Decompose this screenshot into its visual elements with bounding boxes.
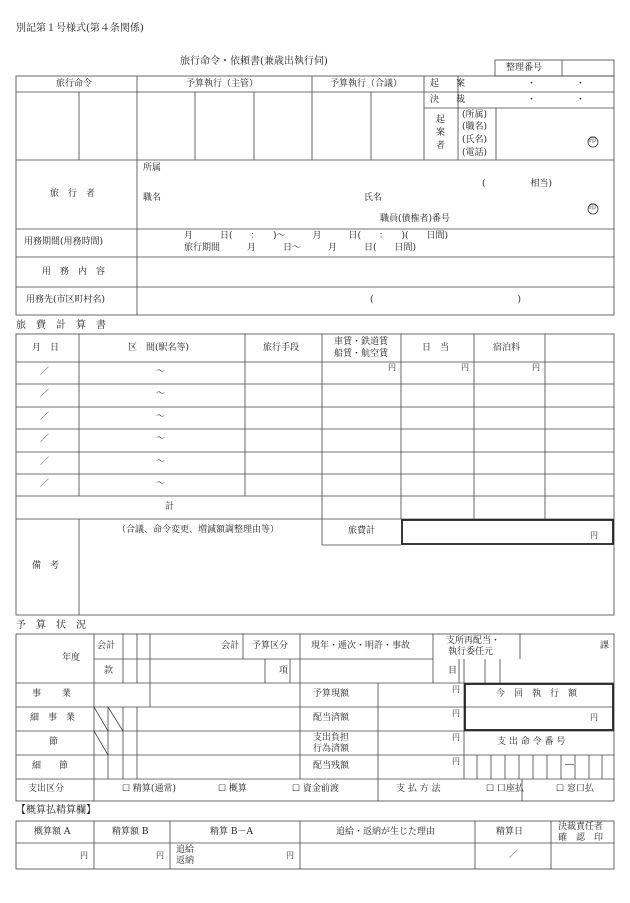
gaisan-section-title: 【概算払精算欄】 [16,805,96,816]
saki-paren: ( ) [370,295,522,305]
kiansha-char-1: 起 [436,115,446,125]
traveler-soto: ( 相当) [482,179,553,189]
shishutsu-futan-yen: 円 [452,733,460,742]
ryohi-section-title: 旅 費 計 算 書 [16,320,106,331]
yosan-gen: 予算現額 [313,689,350,699]
ryohi-row4-tilde: ～ [156,434,166,444]
ryohi-row1-tilde: ～ [156,367,166,377]
yosan-ka: 課 [600,641,610,651]
opt-gaisan-checkbox[interactable]: ☐ 概算 [218,784,247,794]
gaisan-head-kessai-1: 決裁責任者 [558,822,604,832]
ryohi-row6-tilde: ～ [156,479,166,489]
seiri-number-label: 整理番号 [506,63,543,73]
yosan-gen-yen: 円 [452,685,460,694]
traveler-bango: 職員(債権者)番号 [380,214,451,224]
kian-date-dot1: ・ [527,79,537,89]
opt-shikin-checkbox[interactable]: ☐ 資金前渡 [292,784,339,794]
kian-date-dot2: ・ [576,79,586,89]
ryohi-head-shachin: 車賃・鉄道賃 [334,337,389,347]
ryohi-head-funachin: 船賃・航空賃 [334,349,389,359]
ryohi-yen-shukuhaku: 円 [532,363,540,372]
yosan-setsu: 節 [49,737,59,747]
meirei-bango-label: 支 出 命 令 番 号 [497,737,566,747]
traveler-seal-icon: 印 [589,203,596,211]
haito-zumi: 配当済額 [313,713,350,723]
kian-label: 起 案 [430,79,470,89]
yosan-saisetsu: 細 節 [32,761,69,771]
ryohi-row3-tilde: ～ [156,412,166,422]
yosan-shisho: 支所再配当・ [446,636,501,646]
yosan-shikko: 執行委任元 [448,647,494,657]
opt-seisan-checkbox[interactable]: ☐ 精算(通常) [122,784,176,794]
gaisan-seisanbi-slash: ／ [509,850,519,860]
gaisan-head-riyu: 追給・返納が生じた理由 [336,827,436,837]
col-yosan-aigi: 予算執行（合議） [330,79,403,89]
ryohikei-label: 旅費計 [348,526,376,536]
biko-note: （合議、命令変更、増減額調整理由等） [117,525,280,535]
ryohi-head-shukuhaku: 宿泊料 [493,343,521,353]
period-line1: 月 日( ： )～ 月 日( ： )( 日間) [184,231,449,241]
col-yosan-shukan: 予算執行（主管） [186,79,259,89]
ryohi-yen-nitto: 円 [461,363,469,372]
kiansha-shokumei: (職名) [462,122,488,132]
period-line2: 旅行期間 月 日～ 月 日( 日間) [184,243,417,253]
shishutsu-kubun-label: 支出区分 [28,784,65,794]
yosan-kubun: 予算区分 [252,641,289,651]
gaisan-head-ba: 精算 B－A [210,827,253,837]
ryohikei-yen: 円 [590,531,598,540]
ryohi-row1-slash: ／ [40,367,50,377]
kiansha-denwa: (電話) [462,148,488,158]
period-label: 用務期間(用務時間) [24,237,104,247]
haito-zan: 配当残額 [313,761,350,771]
gaisan-ba-yen: 円 [286,851,294,860]
seiri-number-field[interactable] [563,61,613,75]
ryohi-head-date: 月 日 [32,343,60,353]
yosan-genen: 現年・逓次・明許・事故 [311,641,411,651]
meirei-bango-dash: ― [565,760,574,770]
kessai-label: 決 裁 [430,95,470,105]
opt-koza-checkbox[interactable]: ☐ 口座払 [486,784,524,794]
yosan-nendo: 年度 [62,653,81,663]
biko-label: 備 考 [32,561,60,571]
gaisan-head-a: 概算額 A [34,827,71,837]
traveler-label: 旅 行 者 [50,189,96,199]
yosan-saijigyo: 細 事 業 [30,713,76,723]
gaisan-head-b: 精算額 B [112,827,149,837]
ryohi-row2-tilde: ～ [156,389,166,399]
ryohi-yen-shachin: 円 [388,363,396,372]
saki-label: 用務先(市区町村名) [26,295,106,305]
ryohi-head-kukan: 区 間(駅名等) [128,343,190,353]
yosan-kan: 款 [104,666,114,676]
ryohi-row4-slash: ／ [40,434,50,444]
shishutsu-futan-1: 支出負担 [313,733,350,743]
col-ryoko-meirei: 旅行命令 [56,79,93,89]
yosan-ko: 項 [279,666,289,676]
gaisan-head-kessai-2: 確 認 印 [558,833,604,843]
kiansha-char-3: 者 [436,141,446,151]
ryohi-head-shudan: 旅行手段 [263,343,300,353]
naiyo-label: 用 務 内 容 [42,267,106,277]
traveler-shokumei: 職名 [143,193,162,203]
traveler-shozoku: 所属 [143,163,162,173]
form-number: 別記第１号様式(第４条関係) [16,23,144,34]
gaisan-a-yen: 円 [80,851,88,860]
traveler-shimei: 氏名 [364,193,383,203]
ryohi-row5-tilde: ～ [156,457,166,467]
gaisan-b-yen: 円 [156,851,164,860]
shiharai-label: 支 払 方 法 [396,784,441,794]
kiansha-shozoku: (所属) [462,110,488,120]
form-title: 旅行命令・依頼書(兼歳出執行伺) [180,56,328,67]
kiansha-seal-icon: 印 [589,136,596,144]
gaisan-head-seisanbi: 精算日 [496,827,524,837]
ryohi-row3-slash: ／ [40,412,50,422]
yosan-moku: 目 [448,666,458,676]
kiansha-shimei: (氏名) [462,135,488,145]
gaisan-henno: 返納 [176,856,195,866]
ryohi-total-label: 計 [165,502,175,512]
gaisan-tsuikyu: 追給 [176,845,195,855]
konkai-shikko-yen: 円 [590,713,598,722]
naiyo-field[interactable] [138,258,613,286]
yosan-jigyo: 事 業 [32,689,73,699]
yosan-kaikei-1: 会計 [97,641,116,651]
ryohi-row2-slash: ／ [40,389,50,399]
ryohi-row6-slash: ／ [40,479,50,489]
kessai-date-dot2: ・ [576,95,586,105]
yosan-kaikei-2: 会計 [221,641,240,651]
kessai-date-dot1: ・ [527,95,537,105]
opt-madoguchi-checkbox[interactable]: ☐ 窓口払 [556,784,594,794]
shishutsu-futan-2: 行為済額 [313,744,350,754]
kiansha-char-2: 案 [436,128,446,138]
konkai-shikko-label: 今 回 執 行 額 [496,689,578,699]
ryohi-head-nitto: 日 当 [422,343,450,353]
haito-zumi-yen: 円 [452,709,460,718]
haito-zan-yen: 円 [452,757,460,766]
yosan-section-title: 予 算 状 況 [16,620,86,631]
ryohi-row5-slash: ／ [40,457,50,467]
